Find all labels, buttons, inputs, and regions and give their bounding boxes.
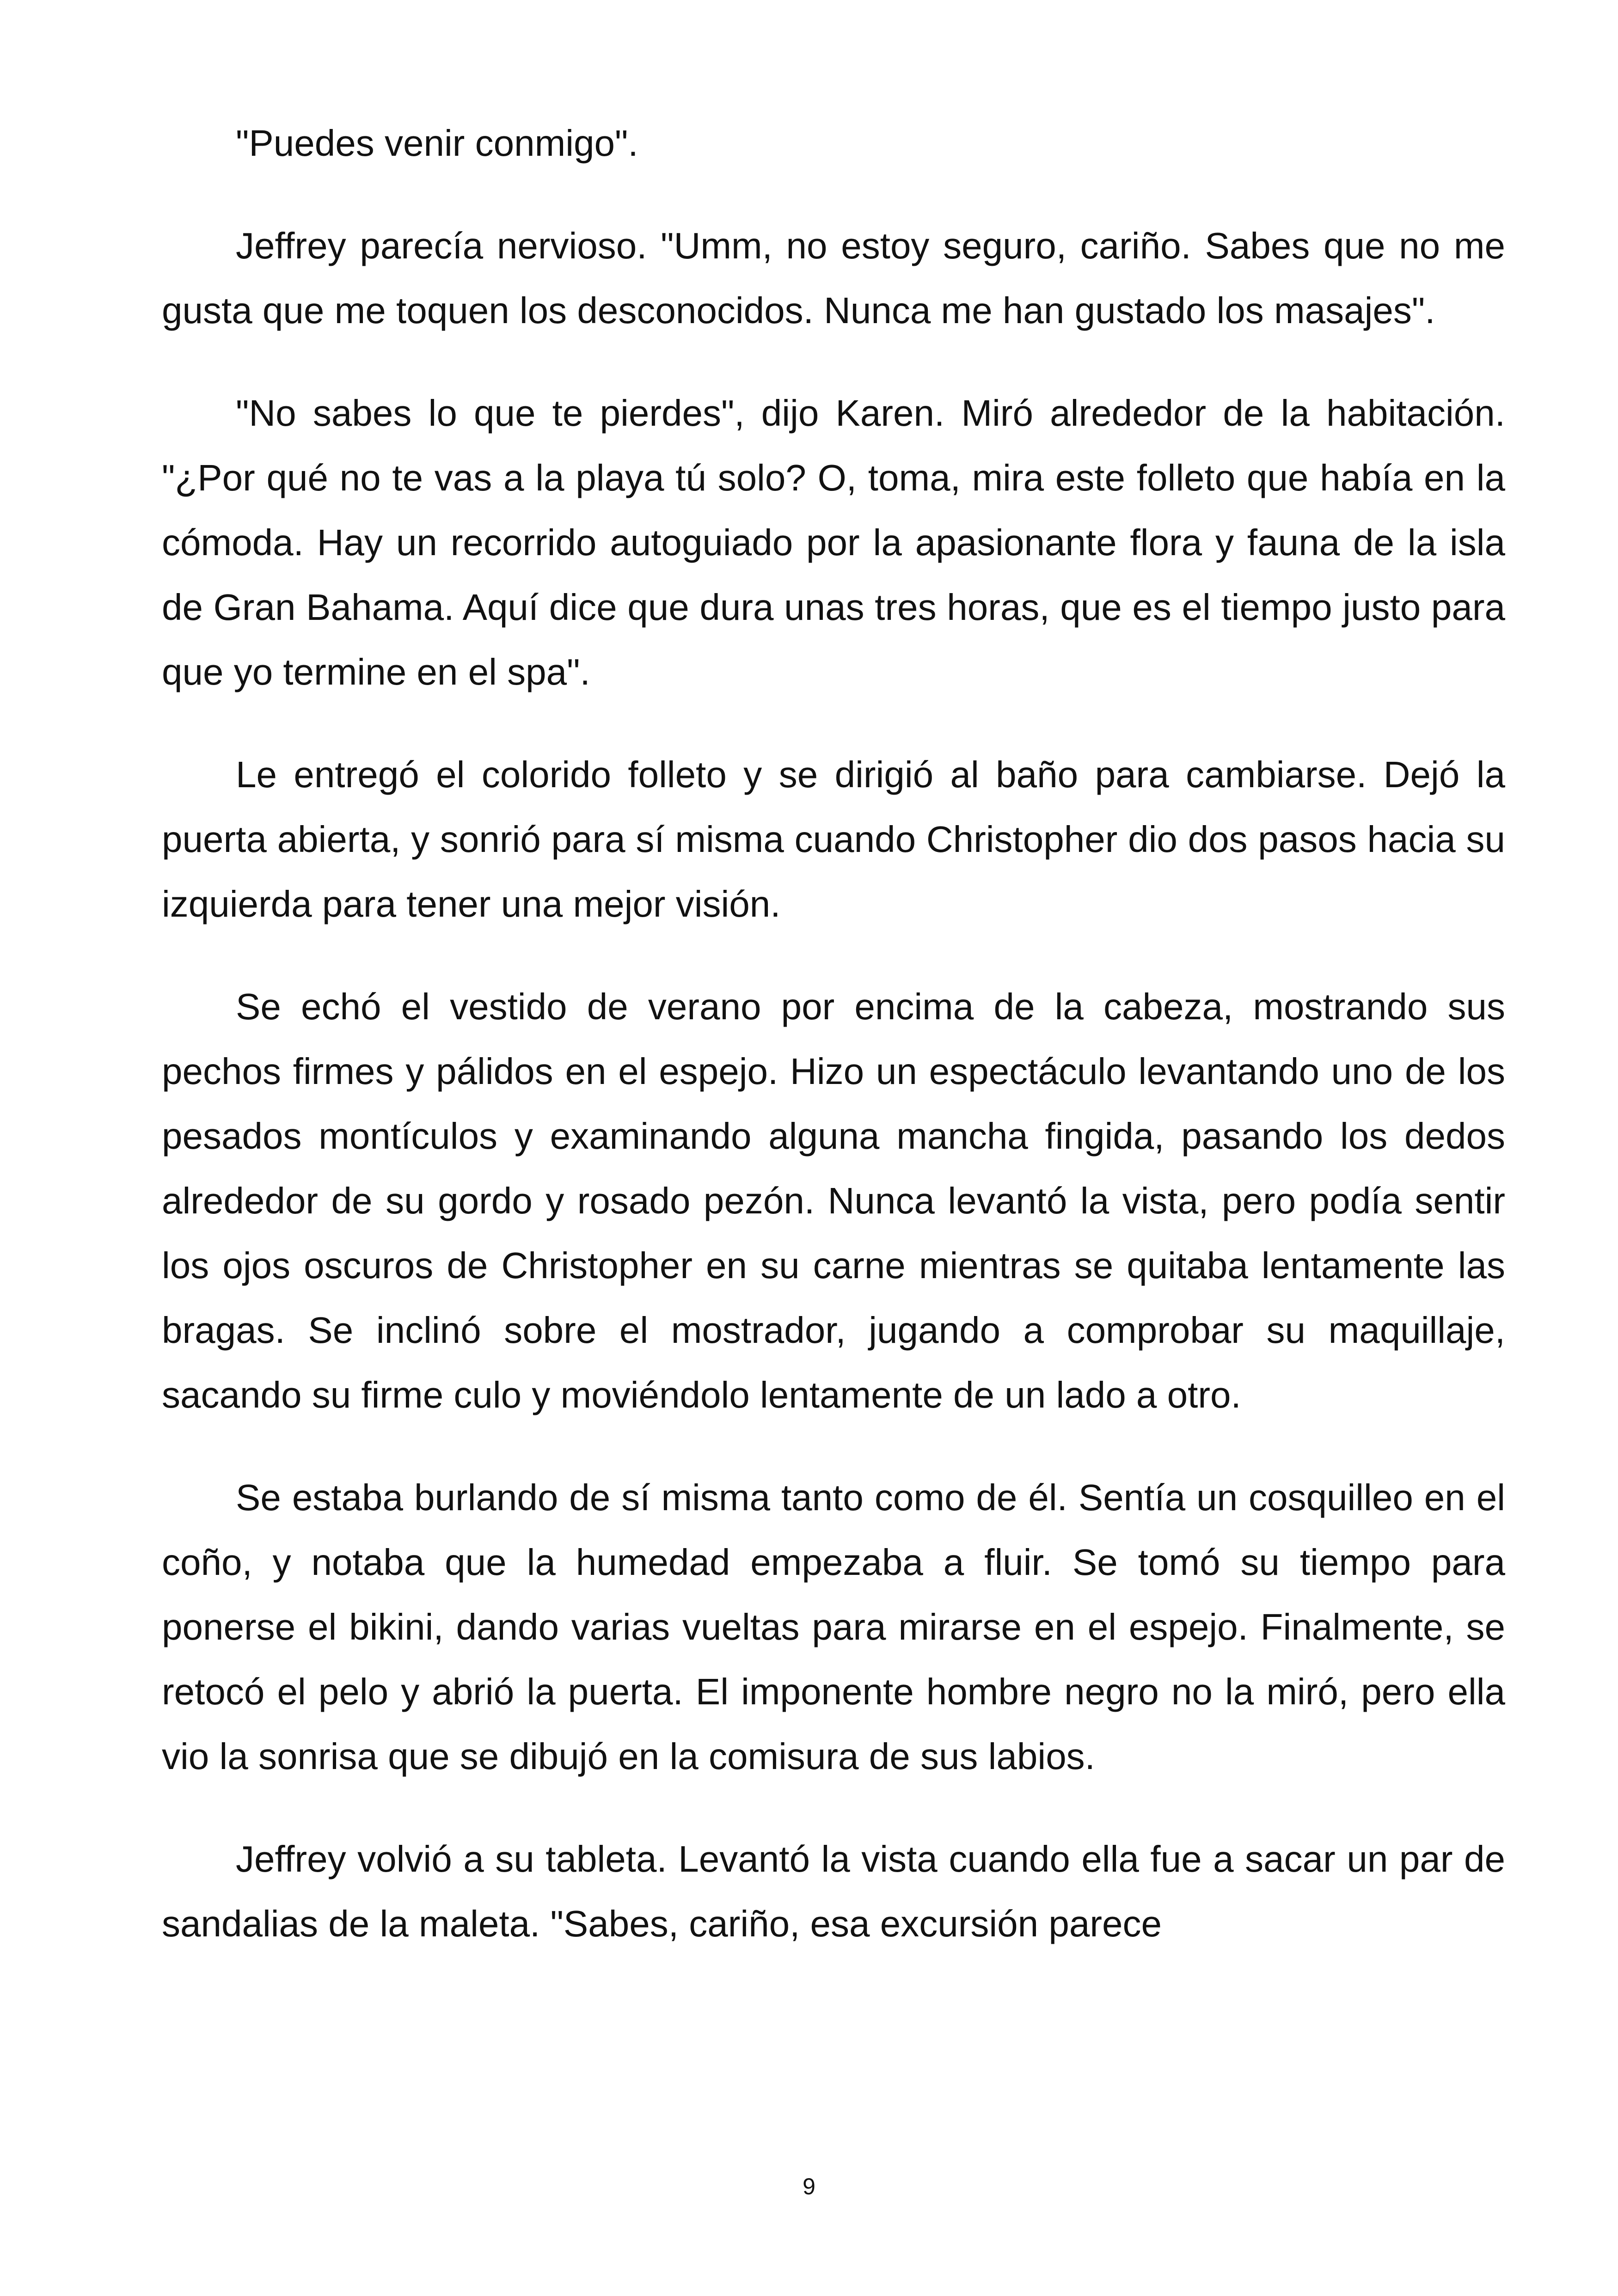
paragraph-4: Le entregó el colorido folleto y se dirigió al baño para cambiarse. Dejó la puerta abierta, y sonrió para sí misma cuando Christopher dio dos pasos hacia su izquierda para tener una mejor visión. [162, 754, 1505, 925]
page-number: 9 [803, 2174, 815, 2199]
paragraph-7: Jeffrey volvió a su tableta. Levantó la vista cuando ella fue a sacar un par de sandalias de la maleta. "Sabes, cariño, esa excursión parece [162, 1838, 1505, 1944]
paragraph-5: Se echó el vestido de verano por encima de la cabeza, mostrando sus pechos firmes y pálidos en el espejo. Hizo un espectáculo levantando uno de los pesados montículos y examinando alguna mancha fingida, pasando los dedos alrededor de su gordo y rosado pezón. Nunca levantó la vista, pero podía sentir los ojos oscuros de Christopher en su carne mientras se quitaba lentamente las bragas. Se inclinó sobre el mostrador, jugando a comprobar su maquillaje, sacando su firme culo y moviéndolo lentamente de un lado a otro. [162, 986, 1505, 1415]
document-page [162, 111, 1505, 1956]
paragraph-6: Se estaba burlando de sí misma tanto como de él. Sentía un cosquilleo en el coño, y notaba que la humedad empezaba a fluir. Se tomó su tiempo para ponerse el bikini, dando varias vueltas para mirarse en el espejo. Finalmente, se retocó el pelo y abrió la puerta. El imponente hombre negro no la miró, pero ella vio la sonrisa que se dibujó en la comisura de sus labios. [162, 1477, 1505, 1777]
paragraph-3: "No sabes lo que te pierdes", dijo Karen. Miró alrededor de la habitación. "¿Por qué no te vas a la playa tú solo? O, toma, mira este folleto que había en la cómoda. Hay un recorrido autoguiado por la apasionante flora y fauna de la isla de Gran Bahama. Aquí dice que dura unas tres horas, que es el tiempo justo para que yo termine en el spa". [162, 392, 1505, 692]
paragraph-1: "Puedes venir conmigo". [236, 122, 638, 164]
paragraph-2: Jeffrey parecía nervioso. "Umm, no estoy seguro, cariño. Sabes que no me gusta que me toquen los desconocidos. Nunca me han gustado los masajes". [162, 225, 1505, 331]
